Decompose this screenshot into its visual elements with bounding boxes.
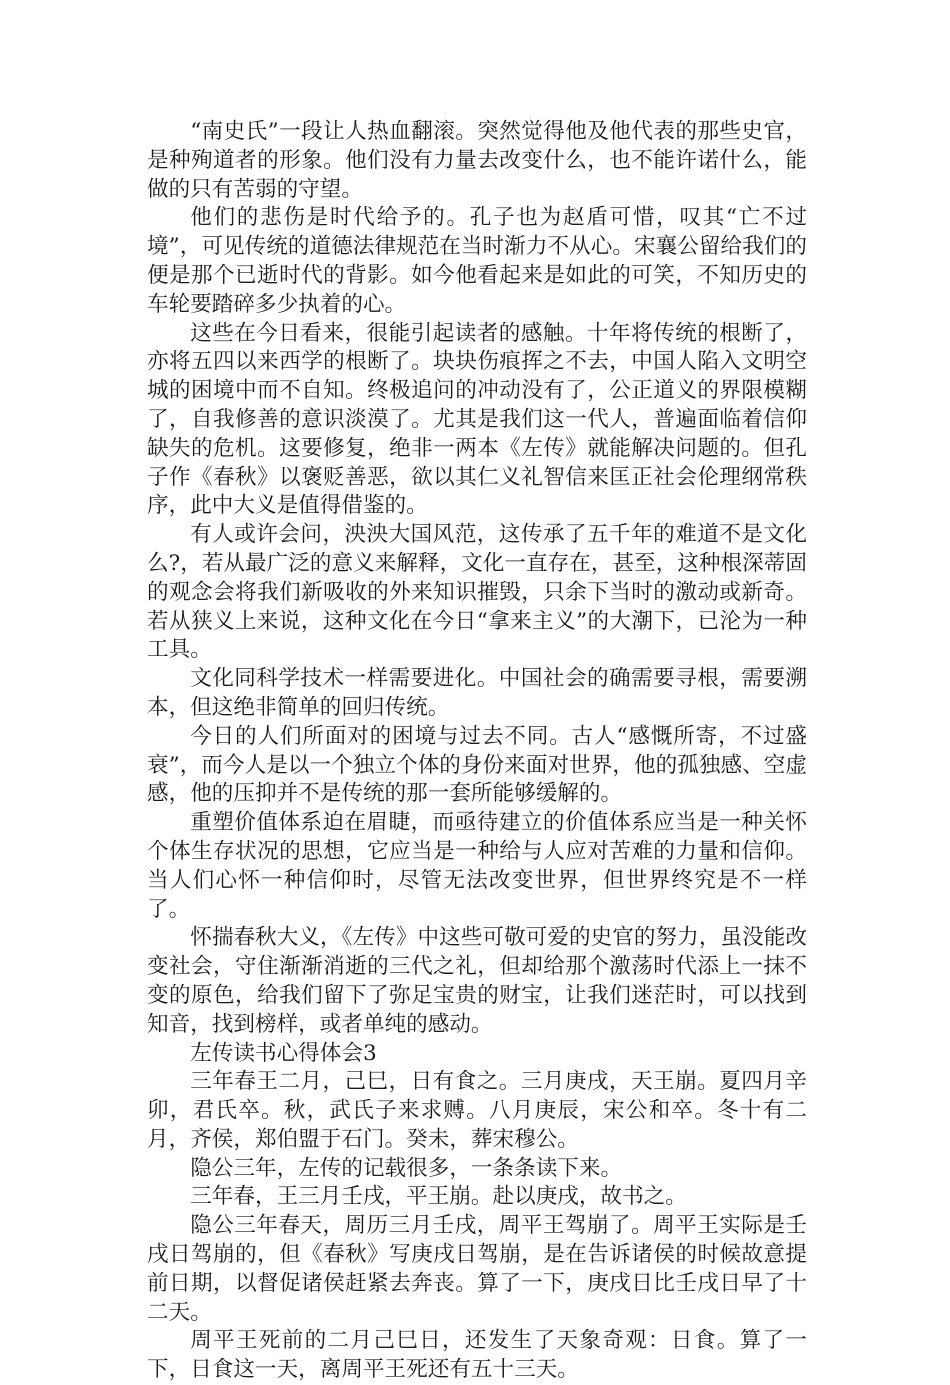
paragraph: 隐公三年春天，周历三月壬戌，周平王驾崩了。周平王实际是壬戌日驾崩的，但《春秋》写庚戌日驾崩，是在告诉诸侯的时候故意提前日期，以督促诸侯赶紧去奔丧。算了一下，庚戌日比壬戌日早了十二天。: [147, 1213, 807, 1325]
paragraph: 他们的悲伤是时代给予的。孔子也为赵盾可惜，叹其“亡不过境”，可见传统的道德法律规范在当时渐力不从心。宋襄公留给我们的便是那个已逝时代的背影。如今他看起来是如此的可笑，不知历史的车轮要踏碎多少执着的心。: [147, 205, 807, 317]
paragraph: “南史氏”一段让人热血翻滚。突然觉得他及他代表的那些史官，是种殉道者的形象。他们没有力量去改变什么，也不能许诺什么，能做的只有苦弱的守望。: [147, 119, 807, 202]
paragraph: 今日的人们所面对的困境与过去不同。古人“感慨所寄，不过盛衰”，而今人是以一个独立个体的身份来面对世界，他的孤独感、空虚感，他的压抑并不是传统的那一套所能够缓解的。: [147, 723, 807, 807]
paragraph: 怀揣春秋大义，《左传》中这些可敬可爱的史官的努力，虽没能改变社会，守住渐渐消逝的三代之礼，但却给那个激荡时代添上一抹不变的原色，给我们留下了弥足宝贵的财宝，让我们迷茫时，可以找到知音，找到榜样，或者单纯的感动。: [147, 925, 807, 1037]
paragraph: 三年春，王三月壬戌，平王崩。赴以庚戌，故书之。: [190, 1184, 687, 1210]
paragraph: 周平王死前的二月己巳日，还发生了天象奇观：日食。算了一下，日食这一天，离周平王死还有五十三天。: [147, 1328, 807, 1383]
paragraph: 文化同科学技术一样需要进化。中国社会的确需要寻根，需要溯本，但这绝非简单的回归传统。: [147, 666, 807, 720]
paragraph: 三年春王二月，己巳，日有食之。三月庚戌，天王崩。夏四月辛卯，君氏卒。秋，武氏子来求赙。八月庚辰，宋公和卒。冬十有二月，齐侯，郑伯盟于石门。癸未，葬宋穆公。: [147, 1069, 807, 1152]
paragraph: 隐公三年，左传的记载很多，一条条读下来。: [190, 1155, 623, 1181]
paragraph: 这些在今日看来，很能引起读者的感触。十年将传统的根断了，亦将五四以来西学的根断了。块块伤痕挥之不去，中国人陷入文明空城的困境中而不自知。终极追问的冲动没有了，公正道义的界限模糊了，自我修善的意识淡漠了。尤其是我们这一代人，普遍面临着信仰缺失的危机。这要修复，绝非一两本《左传》就能解决问题的。但孔子作《春秋》以褒贬善恶，欲以其仁义礼智信来匡正社会伦理纲常秩序，此中大义是值得借鉴的。: [147, 320, 807, 519]
paragraph: 有人或许会问，泱泱大国风范，这传承了五千年的难道不是文化么?，若从最广泛的意义来解释，文化一直存在，甚至，这种根深蒂固的观念会将我们新吸收的外来知识摧毁，只余下当时的激动或新奇。若从狭义上来说，这种文化在今日“拿来主义”的大潮下，已沦为一种工具。: [147, 522, 807, 663]
section-heading: 左传读书心得体会3: [190, 1040, 377, 1066]
document-body: [147, 118, 807, 1385]
paragraph: 重塑价值体系迫在眉睫，而亟待建立的价值体系应当是一种关怀个体生存状况的思想，它应当是一种给与人应对苦难的力量和信仰。当人们心怀一种信仰时，尽管无法改变世界，但世界终究是不一样了。: [147, 810, 807, 922]
